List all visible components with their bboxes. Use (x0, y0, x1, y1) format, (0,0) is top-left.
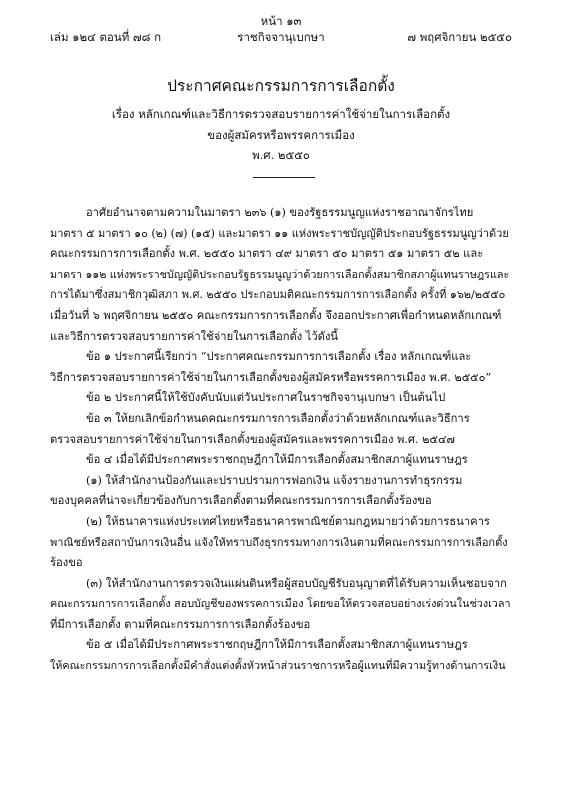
body-line: คณะกรรมการการเลือกตั้ง พ.ศ. ๒๕๕๐ มาตรา ๔๙ มาตรา ๕๐ มาตรา ๕๑ มาตรา ๕๒ และ (50, 247, 484, 261)
body-line: ตรวจสอบรายการค่าใช้จ่ายในการเลือกตั้งของผู้สมัครและพรรคการเมือง พ.ศ. ๒๕๔๗ (50, 432, 455, 446)
volume-issue: เล่ม ๑๒๔ ตอนที่ ๗๘ ก (50, 30, 162, 44)
body-line: ให้คณะกรรมการการเลือกตั้งมีคำสั่งแต่งตั้งหัวหน้าส่วนราชการหรือผู้แทนที่มีความรู้ทางด้านการเงิน (50, 659, 506, 673)
body-line: (๒) ให้ธนาคารแห่งประเทศไทยหรือธนาคารพาณิชย์ตามกฎหมายว่าด้วยการธนาคาร (86, 514, 490, 528)
body-line: และวิธีการตรวจสอบรายการค่าใช้จ่ายในการเลือกตั้ง ไว้ดังนี้ (50, 329, 339, 343)
body-line: เมื่อวันที่ ๖ พฤศจิกายน ๒๕๕๐ คณะกรรมการการเลือกตั้ง จึงออกประกาศเพื่อกำหนดหลักเกณฑ์ (50, 308, 502, 322)
page-number: หน้า ๑๓ (260, 14, 302, 28)
body-line: มาตรา ๑๑๒ แห่งพระราชบัญญัติประกอบรัฐธรรมนูญว่าด้วยการเลือกตั้งสมาชิกสภาผู้แทนราษฎรและ (50, 267, 510, 281)
document-subject-line-2: ของผู้สมัครหรือพรรคการเมือง (207, 128, 355, 142)
body-line: อาศัยอำนาจตามความในมาตรา ๒๓๖ (๑) ของรัฐธรรมนูญแห่งราชอาณาจักรไทย (86, 206, 474, 219)
document-year: พ.ศ. ๒๕๕๐ (252, 148, 310, 162)
body-line: การได้มาซึ่งสมาชิกวุฒิสภา พ.ศ. ๒๕๕๐ ประกอบมติคณะกรรมการการเลือกตั้ง ครั้งที่ ๑๖๒/๒๕๕๐ (50, 288, 506, 302)
body-line: วิธีการตรวจสอบรายการค่าใช้จ่ายในการเลือกตั้งของผู้สมัครหรือพรรคการเมือง พ.ศ. ๒๕๕๐” (50, 370, 492, 384)
document-body (50, 203, 512, 677)
body-line: ที่มีการเลือกตั้ง ตามที่คณะกรรมการการเลือกตั้งร้องขอ (50, 617, 311, 631)
document-title: ประกาศคณะกรรมการการเลือกตั้ง (167, 77, 395, 95)
body-line: ข้อ ๒ ประกาศนี้ให้ใช้บังคับนับแต่วันประกาศในราชกิจจานุเบกษา เป็นต้นไป (86, 391, 446, 405)
body-line: ของบุคคลที่น่าจะเกี่ยวข้องกับการเลือกตั้งตามที่คณะกรรมการการเลือกตั้งร้องขอ (50, 494, 432, 508)
gazette-date: ๗ พฤศจิกายน ๒๕๕๐ (407, 30, 512, 44)
body-line: พาณิชย์หรือสถาบันการเงินอื่น แจ้งให้ทราบถึงธุรกรรมทางการเงินตามที่คณะกรรมการการเลือกตั้ง (50, 535, 508, 549)
body-line: ข้อ ๔ เมื่อได้มีประกาศพระราชกฤษฎีกาให้มีการเลือกตั้งสมาชิกสภาผู้แทนราษฎร (86, 453, 468, 467)
gazette-name: ราชกิจจานุเบกษา (237, 30, 325, 44)
body-line: ร้องขอ (50, 556, 83, 570)
body-line: คณะกรรมการการเลือกตั้ง สอบบัญชีของพรรคการเมือง โดยขอให้ตรวจสอบอย่างเร่งด่วนในช่วงเวลา (50, 597, 511, 611)
body-line: มาตรา ๕ มาตรา ๑๐ (๒) (๗) (๑๕) และมาตรา ๑๑ แห่งพระราชบัญญัติประกอบรัฐธรรมนูญว่าด้วย (50, 226, 509, 240)
body-line: (๓) ให้สำนักงานการตรวจเงินแผ่นดินหรือผู้สอบบัญชีรับอนุญาตที่ได้รับความเห็นชอบจาก (86, 576, 507, 590)
body-line: (๑) ให้สำนักงานป้องกันและปราบปรามการฟอกเงิน แจ้งรายงานการทำธุรกรรม (86, 473, 463, 487)
body-line: ข้อ ๕ เมื่อได้มีประกาศพระราชกฤษฎีกาให้มีการเลือกตั้งสมาชิกสภาผู้แทนราษฎร (86, 638, 468, 652)
body-line: ข้อ ๓ ให้ยกเลิกข้อกำหนดคณะกรรมการการเลือกตั้งว่าด้วยหลักเกณฑ์และวิธีการ (86, 411, 470, 425)
title-divider (253, 177, 315, 178)
gazette-header (50, 29, 512, 45)
body-line: ข้อ ๑ ประกาศนี้เรียกว่า “ประกาศคณะกรรมการการเลือกตั้ง เรื่อง หลักเกณฑ์และ (86, 350, 472, 364)
document-subject-line-1: เรื่อง หลักเกณฑ์และวิธีการตรวจสอบรายการค่าใช้จ่ายในการเลือกตั้ง (111, 107, 451, 121)
